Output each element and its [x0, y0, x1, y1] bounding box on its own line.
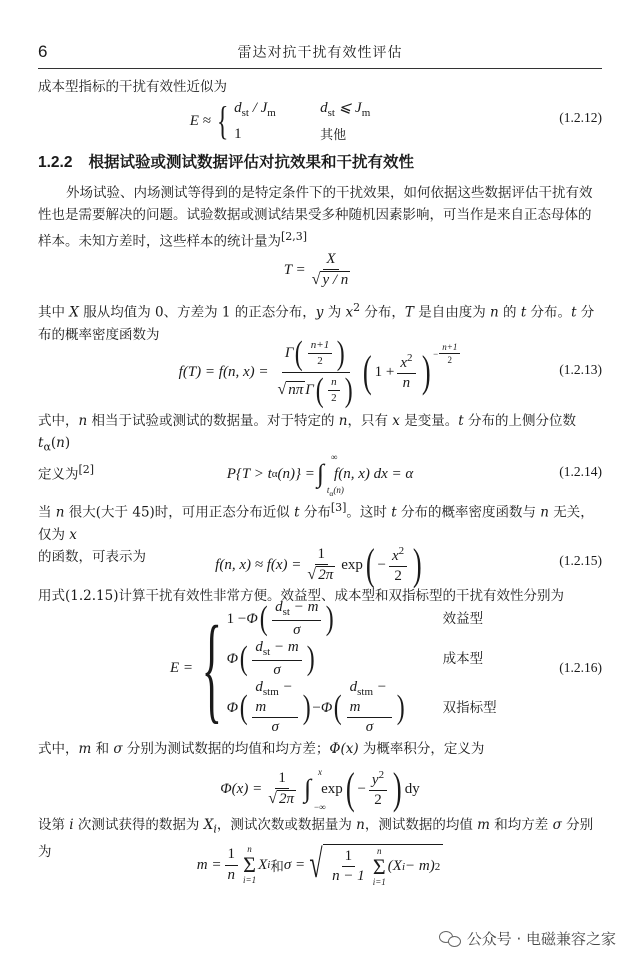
equation-1-2-13: f(T) = f(n, x) = Γ ( $\frac{n+1}{2}$ ) √ nπ Γ ( $\frac{n}{2}$ ) ( 1 + $\frac{x^2}{n}$ ) − $\frac{n+1}{2}$: [0, 340, 640, 404]
label-benefit: 效益型: [442, 611, 484, 627]
equation-number-1-2-14: (1.2.14): [559, 464, 602, 479]
running-title: 雷达对抗干扰有效性评估: [237, 45, 403, 61]
watermark: [439, 928, 616, 949]
equation-1-2-16: E = { 1 − Φ ( $\frac{d_{st} - m}{\sigma}$ ) 效益型 Φ ( $\frac{d_{st} - m}{\sigma}$ ) 成本型 Φ ( $\frac{d_{stm} - m}{\sigma}$ ) − Φ ( $\frac{d_{stm} - m}{\sigma}$ ) 双指标型: [170, 599, 497, 736]
paragraph-t-distribution: 其中 X 服从均值为 0、方差为 1 的正态分布，y 为 $x^2$ 分布，T 是自由度为 n 的 t 分布。t 分布的概率密度函数为: [38, 301, 595, 343]
page-number: 6: [38, 42, 48, 61]
equation-1-2-14: P{T > t α (n)} = ∫ ∞ $t_\alpha(n)$ f(n, x) dx = α: [226, 452, 414, 498]
section-title: 根据试验或测试数据评估对抗效果和干扰有效性: [88, 154, 414, 171]
paragraph-n-definition: 式中，n 相当于试验或测试的数据量。对于特定的 n，只有 x 是变量。t 分布的上侧分位数 $t_\alpha(n)$ 定义为[2]: [38, 413, 576, 483]
section-heading: [38, 150, 414, 172]
equation-1-2-12: E ≈ { $d_{st} / J_m$ $d_{st}$ ⩽ $J_m$ 1 其他: [189, 98, 371, 143]
paragraph-mean-variance: 式中，m 和 σ 分别为测试数据的均值和均方差；Φ(x) 为概率积分，定义为: [38, 741, 485, 757]
equation-number-1-2-15: (1.2.15): [559, 553, 602, 568]
watermark-text: 公众号 · 电磁兼容之家: [466, 930, 616, 948]
wechat-icon: [439, 931, 461, 947]
paragraph-sample-data: 设第 i 次测试获得的数据为 $X_i$，测试次数或数据量为 n，测试数据的均值 m 和均方差 σ 分别为: [38, 817, 594, 860]
section-number: 1.2.2: [38, 154, 73, 171]
equation-number-1-2-13: (1.2.13): [559, 362, 602, 377]
equation-number-1-2-16: (1.2.16): [559, 660, 602, 675]
equation-number-1-2-12: (1.2.12): [559, 110, 602, 125]
equation-phi-integral: Φ(x) = 1 √ 2π ∫ x −∞ exp ( − $\frac{y^2}{2}$ ) dy: [220, 764, 420, 813]
equation-t-statistic: T = X √ y / n: [283, 250, 349, 288]
paragraph-intro: 外场试验、内场测试等得到的是特定条件下的干扰效果，如何依据这些数据评估干扰有效性也是需要解决的问题。试验数据或测试结果受多种随机因素影响，可当作是来自正态母体的样本。未知方差时，这些样本的统计量为[2,3]: [38, 185, 593, 250]
label-cost: 成本型: [442, 651, 484, 667]
equation-mean-sigma: m = $\frac{1}{n}$ n Σ i=1 X i 和 σ = √ $\frac{1}{n - 1}$ n Σ i=1 (X i − m) 2: [0, 838, 640, 892]
equation-1-2-15: f(n, x) ≈ f(x) = 1 √ 2π exp ( − $\frac{x^2}{2}$ ): [215, 540, 422, 589]
header-rule: [38, 68, 602, 69]
paragraph-large-n: 当 n 很大(大于 45)时，可用正态分布近似 t 分布[3]。这时 t 分布的概率密度函数与 n 无关，仅为 x 的函数，可表示为: [38, 501, 594, 565]
label-dual: 双指标型: [442, 700, 497, 715]
paragraph-cost: 成本型指标的干扰有效性近似为: [38, 79, 227, 95]
paragraph-use-equation: 用式(1.2.15)计算干扰有效性非常方便。效益型、成本型和双指标型的干扰有效性分别为: [38, 588, 564, 604]
